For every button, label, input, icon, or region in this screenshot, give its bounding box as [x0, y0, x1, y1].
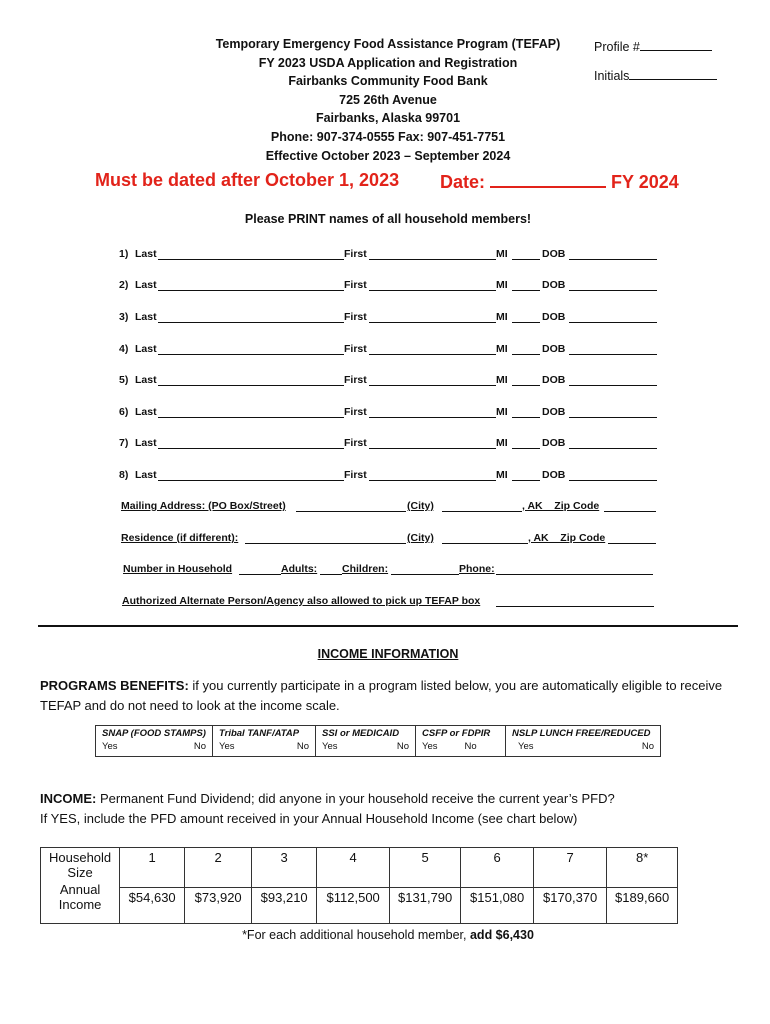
- mailing-label: Mailing Address: (PO Box/Street): [121, 500, 286, 512]
- mi-field[interactable]: [512, 469, 540, 481]
- section-divider: [38, 625, 738, 627]
- household-number-field[interactable]: [239, 563, 281, 575]
- income-cell: $73,920: [185, 888, 252, 924]
- header-line: Fairbanks Community Food Bank: [288, 74, 488, 89]
- last-name-field[interactable]: [158, 374, 344, 386]
- size-cell: 5: [390, 848, 461, 888]
- office-use-box: [594, 33, 717, 91]
- initials-field[interactable]: [629, 68, 717, 80]
- header-line: Fairbanks, Alaska 99701: [315, 111, 461, 126]
- header-line: 725 26th Avenue: [339, 92, 437, 107]
- phone-field[interactable]: [496, 563, 653, 575]
- income-cell: $54,630: [120, 888, 185, 924]
- programs-table: [95, 725, 661, 757]
- last-name-field[interactable]: [158, 248, 344, 260]
- residence-zip-field[interactable]: [608, 532, 656, 544]
- yes-option[interactable]: Yes: [219, 741, 235, 752]
- program-cell: SNAP (FOOD STAMPS) Yes No: [96, 726, 213, 757]
- program-cell: Tribal TANF/ATAP Yes No: [213, 726, 316, 757]
- mailing-zip-field[interactable]: [604, 500, 656, 512]
- programs-paragraph: PROGRAMS BENEFITS: if you currently participate in a program listed below, you are automatically eligible to receive TEFAP and do not need to look at the income scale.: [40, 678, 723, 713]
- program-cell: NSLP LUNCH FREE/REDUCED Yes No: [506, 726, 661, 757]
- mi-field[interactable]: [512, 437, 540, 449]
- no-option[interactable]: No: [641, 741, 654, 752]
- size-cell: 1: [120, 848, 185, 888]
- mi-field[interactable]: [512, 279, 540, 291]
- footnote: *For each additional household member, add $6,430: [242, 928, 534, 942]
- dob-field[interactable]: [569, 406, 657, 418]
- initials-label: Initials: [594, 69, 630, 83]
- dob-field[interactable]: [569, 437, 657, 449]
- program-cell: SSI or MEDICAID Yes No: [316, 726, 416, 757]
- size-cell: 2: [185, 848, 252, 888]
- no-option[interactable]: No: [193, 741, 206, 752]
- residence-city-field[interactable]: [442, 532, 528, 544]
- mi-field[interactable]: [512, 343, 540, 355]
- no-option[interactable]: No: [296, 741, 309, 752]
- program-cell: CSFP or FDPIR Yes No: [416, 726, 506, 757]
- yes-option[interactable]: Yes: [322, 741, 338, 752]
- last-name-field[interactable]: [158, 279, 344, 291]
- size-cell: 8*: [607, 848, 678, 888]
- residence-street-field[interactable]: [245, 532, 406, 544]
- size-cell: 7: [534, 848, 607, 888]
- last-name-field[interactable]: [158, 311, 344, 323]
- mailing-street-field[interactable]: [296, 500, 406, 512]
- mi-field[interactable]: [512, 374, 540, 386]
- income-cell: $93,210: [252, 888, 317, 924]
- date-label: Date:: [440, 172, 486, 192]
- income-cell: $170,370: [534, 888, 607, 924]
- income-cell: $131,790: [390, 888, 461, 924]
- first-name-field[interactable]: [369, 279, 496, 291]
- size-cell: 4: [317, 848, 390, 888]
- income-cell: $151,080: [461, 888, 534, 924]
- header-line: Phone: 907-374-0555 Fax: 907-451-7751: [270, 129, 506, 144]
- income-table: [40, 847, 678, 924]
- income-cell: $112,500: [317, 888, 390, 924]
- income-label: INCOME:: [40, 791, 97, 806]
- income-cell: $189,660: [607, 888, 678, 924]
- mi-field[interactable]: [512, 311, 540, 323]
- mailing-city-field[interactable]: [442, 500, 522, 512]
- size-cell: 6: [461, 848, 534, 888]
- dob-field[interactable]: [569, 279, 657, 291]
- mi-field[interactable]: [512, 248, 540, 260]
- members-title: Please PRINT names of all household members!: [244, 212, 532, 226]
- mi-field[interactable]: [512, 406, 540, 418]
- yes-option[interactable]: Yes: [102, 741, 118, 752]
- dob-field[interactable]: [569, 343, 657, 355]
- date-line: [440, 170, 679, 193]
- adults-field[interactable]: [320, 563, 342, 575]
- first-name-field[interactable]: [369, 406, 496, 418]
- no-option[interactable]: No: [464, 741, 477, 752]
- last-name-field[interactable]: [158, 437, 344, 449]
- children-field[interactable]: [391, 563, 459, 575]
- dob-field[interactable]: [569, 469, 657, 481]
- first-name-field[interactable]: [369, 343, 496, 355]
- header-line: Temporary Emergency Food Assistance Program (TEFAP): [215, 37, 561, 51]
- first-name-field[interactable]: [369, 311, 496, 323]
- table-header-cell: Household Size Annual Income: [41, 848, 120, 924]
- dob-field[interactable]: [569, 374, 657, 386]
- size-cell: 3: [252, 848, 317, 888]
- residence-label: Residence (if different):: [121, 532, 239, 544]
- dob-field[interactable]: [569, 311, 657, 323]
- first-name-field[interactable]: [369, 469, 496, 481]
- authorized-field[interactable]: [496, 595, 654, 607]
- profile-field[interactable]: [640, 39, 712, 51]
- last-name-field[interactable]: [158, 343, 344, 355]
- yes-option[interactable]: Yes: [518, 741, 534, 752]
- date-requirement: Must be dated after October 1, 2023: [95, 170, 400, 190]
- profile-label: Profile #: [594, 40, 640, 54]
- last-name-field[interactable]: [158, 406, 344, 418]
- first-name-field[interactable]: [369, 374, 496, 386]
- fiscal-year: FY 2024: [611, 172, 679, 192]
- dob-field[interactable]: [569, 248, 657, 260]
- header-line: FY 2023 USDA Application and Registration: [258, 55, 518, 70]
- form-header: [150, 35, 626, 165]
- date-field[interactable]: [490, 170, 606, 188]
- no-option[interactable]: No: [396, 741, 409, 752]
- first-name-field[interactable]: [369, 248, 496, 260]
- income-paragraph: INCOME: Permanent Fund Dividend; did anyone in your household receive the current year’s PFD? If YES, include the PFD amount received in your Annual Household Income (see chart below): [40, 791, 615, 826]
- programs-label: PROGRAMS BENEFITS:: [40, 678, 189, 693]
- yes-option[interactable]: Yes: [422, 741, 438, 752]
- last-name-field[interactable]: [158, 469, 344, 481]
- first-name-field[interactable]: [369, 437, 496, 449]
- income-section-title: INCOME INFORMATION: [317, 647, 459, 661]
- header-line: Effective October 2023 – September 2024: [265, 148, 511, 163]
